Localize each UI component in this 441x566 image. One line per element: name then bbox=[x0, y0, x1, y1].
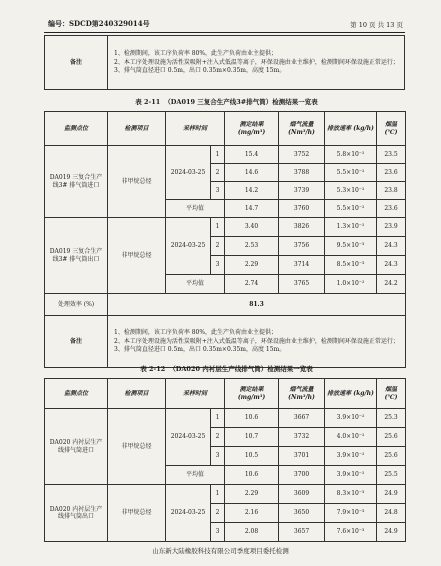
note-line: 1、检测期间，该工序负荷率 80%，此生产负荷由业主提供； bbox=[114, 50, 278, 58]
note-line: 3、排气筒直径进口 0.5m，出口 0.35m×0.35m，高度 15m。 bbox=[114, 346, 286, 354]
cell-result: 15.4 bbox=[225, 146, 279, 164]
note-label: 备注 bbox=[45, 36, 108, 90]
cell-temp: 24.8 bbox=[377, 504, 406, 523]
header-rate: 排放速率 (kg/h) bbox=[325, 379, 377, 409]
table-number: 表 2-11 bbox=[135, 98, 161, 106]
sample-no: 3 bbox=[211, 182, 225, 200]
cell-result: 14.6 bbox=[225, 164, 279, 182]
sample-no: 3 bbox=[211, 256, 225, 275]
cell-flow: 3667 bbox=[279, 409, 325, 428]
cell-rate: 5.5×10⁻² bbox=[325, 164, 377, 182]
header-item: 检测项目 bbox=[108, 379, 166, 409]
cell-temp: 24.3 bbox=[377, 256, 406, 275]
header-result: 测定结果 (mg/m³) bbox=[225, 112, 279, 146]
cell-result: 10.5 bbox=[225, 447, 279, 466]
cell-flow: 3700 bbox=[279, 466, 325, 485]
cell-rate: 3.9×10⁻² bbox=[325, 447, 377, 466]
sample-no: 3 bbox=[211, 447, 225, 466]
cell-flow: 3760 bbox=[279, 200, 325, 218]
monitoring-point: DA019 三复合生产线3# 排气筒出口 bbox=[45, 218, 108, 294]
cell-flow: 3739 bbox=[279, 182, 325, 200]
cell-flow: 3650 bbox=[279, 504, 325, 523]
cell-flow: 3609 bbox=[279, 485, 325, 504]
cell-rate: 3.9×10⁻² bbox=[325, 466, 377, 485]
cell-temp: 25.6 bbox=[377, 447, 406, 466]
sample-date: 2024-03-25 bbox=[166, 409, 211, 466]
cell-flow: 3752 bbox=[279, 146, 325, 164]
table-row bbox=[45, 146, 406, 164]
header-result: 测定结果 (mg/m³) bbox=[225, 379, 279, 409]
cell-flow: 3701 bbox=[279, 447, 325, 466]
table-row bbox=[45, 409, 406, 428]
cell-flow: 3657 bbox=[279, 523, 325, 542]
cell-result: 2.74 bbox=[225, 275, 279, 294]
note-text bbox=[108, 316, 406, 368]
page-header bbox=[44, 12, 405, 33]
average-label: 平均值 bbox=[166, 200, 225, 218]
cell-rate: 9.5×10⁻³ bbox=[325, 237, 377, 256]
sample-no: 2 bbox=[211, 164, 225, 182]
table-2-12 bbox=[44, 378, 406, 542]
cell-flow: 3732 bbox=[279, 428, 325, 447]
efficiency-value: 81.3 bbox=[108, 294, 406, 316]
header-time: 采样时间 bbox=[166, 379, 225, 409]
cell-result: 10.7 bbox=[225, 428, 279, 447]
table-number: 表 2-12 bbox=[140, 365, 166, 373]
note-line: 3、排气筒直径进口 0.5m，出口 0.35m×0.35m，高度 15m。 bbox=[114, 67, 286, 75]
efficiency-row bbox=[45, 294, 406, 316]
page-number: 第 10 页 共 13 页 bbox=[350, 21, 403, 29]
cell-rate: 5.5×10⁻² bbox=[325, 200, 377, 218]
cell-rate: 3.9×10⁻² bbox=[325, 409, 377, 428]
cell-temp: 24.3 bbox=[377, 237, 406, 256]
header-point: 监测点位 bbox=[45, 112, 108, 146]
note-line: 1、检测期间，该工序负荷率 80%，此生产负荷由业主提供； bbox=[114, 329, 278, 337]
note-table-top bbox=[44, 35, 405, 90]
cell-temp: 23.8 bbox=[377, 182, 406, 200]
efficiency-label: 处理效率 (%) bbox=[45, 294, 108, 316]
average-label: 平均值 bbox=[166, 275, 225, 294]
cell-temp: 24.9 bbox=[377, 485, 406, 504]
cell-result: 2.29 bbox=[225, 256, 279, 275]
header-temp: 烟温 (℃) bbox=[377, 379, 406, 409]
cell-result: 10.6 bbox=[225, 409, 279, 428]
cell-temp: 23.9 bbox=[377, 218, 406, 237]
note-line: 2、本工序处理设施为活性炭吸附+注入式低温等离子，环保设施由业主维护，检测期间环保设施正常运行； bbox=[114, 58, 399, 66]
sample-no: 1 bbox=[211, 409, 225, 428]
sample-date: 2024-03-25 bbox=[166, 218, 211, 275]
cell-result: 2.08 bbox=[225, 523, 279, 542]
cell-temp: 25.5 bbox=[377, 466, 406, 485]
table-title: （DA020 内衬层生产线排气筒）检测结果一览表 bbox=[169, 365, 313, 373]
cell-temp: 25.6 bbox=[377, 428, 406, 447]
monitoring-point: DA020 内衬层生产线排气筒出口 bbox=[45, 485, 108, 542]
cell-temp: 24.2 bbox=[377, 275, 406, 294]
header-rate: 排放速率 (kg/h) bbox=[325, 112, 377, 146]
test-item: 非甲烷总烃 bbox=[108, 485, 166, 542]
test-item: 非甲烷总烃 bbox=[108, 409, 166, 485]
table-title: （DA019 三复合生产线3#排气筒）检测结果一览表 bbox=[164, 98, 318, 106]
table-2-11-caption bbox=[44, 97, 405, 106]
monitoring-point: DA019 三复合生产线3# 排气筒进口 bbox=[45, 146, 108, 218]
test-item: 非甲烷总烃 bbox=[108, 146, 166, 218]
header-flow: 烟气流量 (Nm³/h) bbox=[279, 112, 325, 146]
note-label: 备注 bbox=[45, 316, 108, 368]
note-text bbox=[108, 36, 405, 90]
cell-result: 2.53 bbox=[225, 237, 279, 256]
cell-rate: 7.6×10⁻³ bbox=[325, 523, 377, 542]
cell-rate: 1.3×10⁻² bbox=[325, 218, 377, 237]
cell-flow: 3765 bbox=[279, 275, 325, 294]
cell-result: 14.7 bbox=[225, 200, 279, 218]
sample-no: 2 bbox=[211, 428, 225, 447]
cell-result: 3.40 bbox=[225, 218, 279, 237]
cell-temp: 24.9 bbox=[377, 523, 406, 542]
sample-no: 2 bbox=[211, 504, 225, 523]
document-number: 编号：SDCD第240329014号 bbox=[48, 19, 150, 28]
table-2-11 bbox=[44, 111, 406, 368]
sample-no: 2 bbox=[211, 237, 225, 256]
table-2-12-caption bbox=[44, 364, 405, 373]
sample-date: 2024-03-25 bbox=[166, 485, 211, 542]
sample-no: 3 bbox=[211, 523, 225, 542]
cell-rate: 5.8×10⁻² bbox=[325, 146, 377, 164]
note-line: 2、本工序处理设施为活性炭吸附+注入式低温等离子，环保设施由业主维护，检测期间环保设施正常运行； bbox=[114, 337, 399, 345]
cell-temp: 25.3 bbox=[377, 409, 406, 428]
cell-rate: 5.3×10⁻² bbox=[325, 182, 377, 200]
cell-rate: 1.0×10⁻² bbox=[325, 275, 377, 294]
cell-temp: 23.6 bbox=[377, 164, 406, 182]
cell-rate: 7.9×10⁻³ bbox=[325, 504, 377, 523]
test-item: 非甲烷总烃 bbox=[108, 218, 166, 294]
table-header-row bbox=[45, 379, 406, 409]
monitoring-point: DA020 内衬层生产线排气筒进口 bbox=[45, 409, 108, 485]
cell-temp: 23.5 bbox=[377, 146, 406, 164]
sample-date: 2024-03-25 bbox=[166, 146, 211, 200]
table-header-row bbox=[45, 112, 406, 146]
header-time: 采样时间 bbox=[166, 112, 225, 146]
average-label: 平均值 bbox=[166, 466, 225, 485]
cell-result: 2.16 bbox=[225, 504, 279, 523]
cell-flow: 3788 bbox=[279, 164, 325, 182]
header-point: 监测点位 bbox=[45, 379, 108, 409]
sample-no: 1 bbox=[211, 485, 225, 504]
note-row bbox=[45, 316, 406, 368]
cell-flow: 3826 bbox=[279, 218, 325, 237]
cell-rate: 4.0×10⁻² bbox=[325, 428, 377, 447]
table-row bbox=[45, 218, 406, 237]
sample-no: 1 bbox=[211, 146, 225, 164]
cell-result: 10.6 bbox=[225, 466, 279, 485]
page-footer: 山东新大陆橡胶科技有限公司季度项目委托检测 bbox=[152, 547, 289, 555]
cell-result: 14.2 bbox=[225, 182, 279, 200]
header-item: 检测项目 bbox=[108, 112, 166, 146]
cell-flow: 3714 bbox=[279, 256, 325, 275]
cell-rate: 8.3×10⁻³ bbox=[325, 485, 377, 504]
header-flow: 烟气流量 (Nm³/h) bbox=[279, 379, 325, 409]
cell-flow: 3756 bbox=[279, 237, 325, 256]
cell-result: 2.29 bbox=[225, 485, 279, 504]
table-row bbox=[45, 485, 406, 504]
header-temp: 烟温 (℃) bbox=[377, 112, 406, 146]
cell-temp: 23.6 bbox=[377, 200, 406, 218]
sample-no: 1 bbox=[211, 218, 225, 237]
cell-rate: 8.5×10⁻³ bbox=[325, 256, 377, 275]
